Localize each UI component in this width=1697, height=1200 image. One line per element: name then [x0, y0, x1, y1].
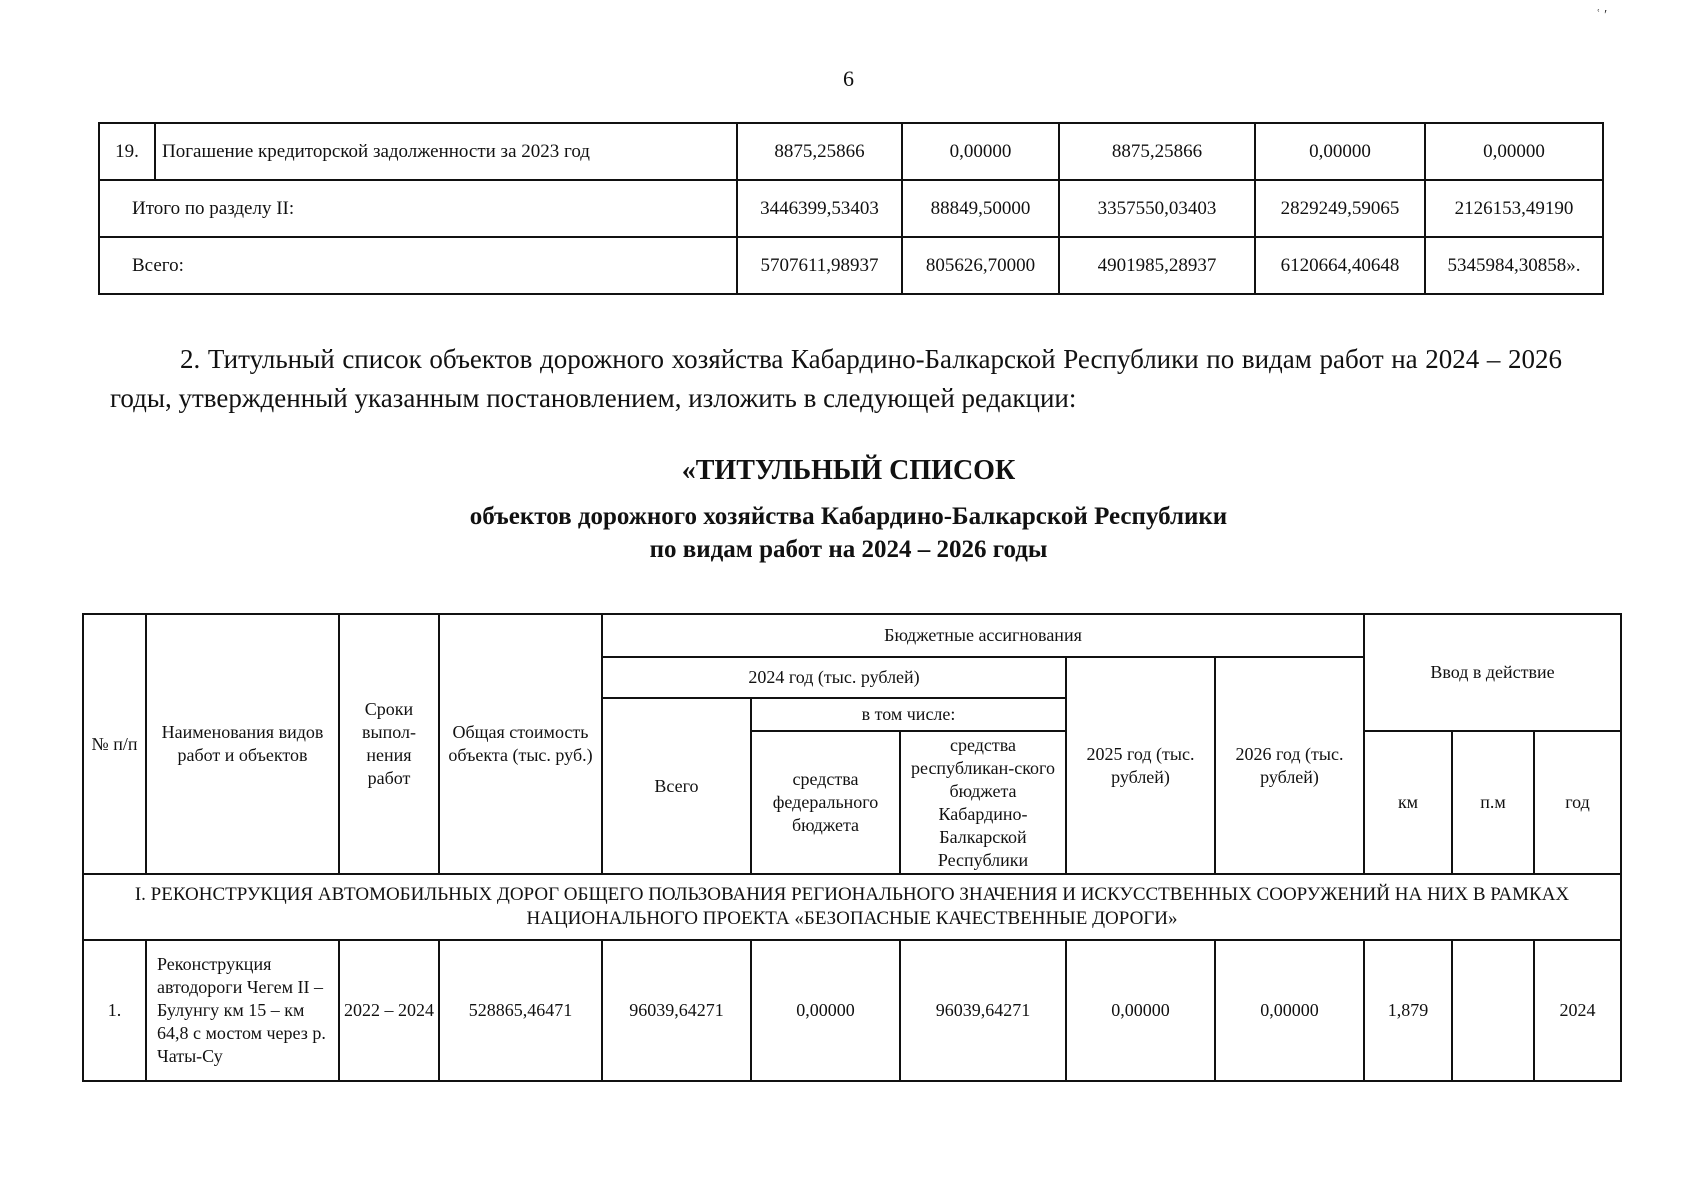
- header-name: Наименования видов работ и объектов: [146, 614, 339, 874]
- header-budget: Бюджетные ассигнования: [602, 614, 1364, 657]
- section-title: I. РЕКОНСТРУКЦИЯ АВТОМОБИЛЬНЫХ ДОРОГ ОБЩЕГО ПОЛЬЗОВАНИЯ РЕГИОНАЛЬНОГО ЗНАЧЕНИЯ И ИСКУССТВЕННЫХ СООРУЖЕНИЙ НА НИХ В РАМКАХ НАЦИОНАЛЬНОГО ПРОЕКТА «БЕЗОПАСНЫЕ КАЧЕСТВЕННЫЕ ДОРОГИ»: [83, 874, 1621, 940]
- row-label: Итого по разделу II:: [99, 180, 737, 237]
- cell-republic: 96039,64271: [900, 940, 1066, 1081]
- header-num: № п/п: [83, 614, 146, 874]
- header-2025: 2025 год (тыс. рублей): [1066, 657, 1215, 874]
- cell-pm: [1452, 940, 1534, 1081]
- value-cell: 2829249,59065: [1255, 180, 1425, 237]
- value-cell: 2126153,49190: [1425, 180, 1603, 237]
- row-label: Всего:: [99, 237, 737, 294]
- header-federal: средства федерального бюджета: [751, 731, 900, 874]
- header-all: Всего: [602, 698, 751, 874]
- value-cell: 0,00000: [1255, 123, 1425, 180]
- cell-2026: 0,00000: [1215, 940, 1364, 1081]
- cell-all: 96039,64271: [602, 940, 751, 1081]
- value-cell: 805626,70000: [902, 237, 1059, 294]
- cell-name: Реконструкция автодороги Чегем II – Булунгу км 15 – км 64,8 с мостом через р. Чаты-Су: [146, 940, 339, 1081]
- cell-total-cost: 528865,46471: [439, 940, 602, 1081]
- value-cell: 3357550,03403: [1059, 180, 1255, 237]
- value-cell: 8875,25866: [737, 123, 902, 180]
- document-subtitle-line1: объектов дорожного хозяйства Кабардино-Балкарской Республики: [469, 503, 1228, 530]
- header-terms: Сроки выпол-нения работ: [339, 614, 439, 874]
- value-cell: 88849,50000: [902, 180, 1059, 237]
- value-cell: 6120664,40648: [1255, 237, 1425, 294]
- header-including: в том числе:: [751, 698, 1066, 731]
- header-pm: п.м: [1452, 731, 1534, 874]
- header-year: год: [1534, 731, 1621, 874]
- continuation-table: [98, 122, 1604, 295]
- header-republic: средства республикан-ского бюджета Кабардино-Балкарской Республики: [900, 731, 1066, 874]
- row-number: 19.: [99, 123, 155, 180]
- header-km: км: [1364, 731, 1452, 874]
- cell-2025: 0,00000: [1066, 940, 1215, 1081]
- header-row: [83, 614, 1621, 657]
- value-cell: 3446399,53403: [737, 180, 902, 237]
- header-total-cost: Общая стоимость объекта (тыс. руб.): [439, 614, 602, 874]
- value-cell: 4901985,28937: [1059, 237, 1255, 294]
- value-cell: 8875,25866: [1059, 123, 1255, 180]
- cell-num: 1.: [83, 940, 146, 1081]
- title-list-table: [82, 613, 1622, 1082]
- section-row: [83, 874, 1621, 940]
- cell-terms: 2022 – 2024: [339, 940, 439, 1081]
- table-row: [99, 180, 1603, 237]
- value-cell: 0,00000: [1425, 123, 1603, 180]
- header-commissioning: Ввод в действие: [1364, 614, 1621, 731]
- cell-km: 1,879: [1364, 940, 1452, 1081]
- value-cell: 5707611,98937: [737, 237, 902, 294]
- page-number: 6: [843, 66, 854, 91]
- value-cell: 0,00000: [902, 123, 1059, 180]
- body-paragraph: [110, 340, 1562, 418]
- header-2024: 2024 год (тыс. рублей): [602, 657, 1066, 698]
- corner-mark: ʿ ′: [1596, 8, 1608, 23]
- paragraph-text: 2. Титульный список объектов дорожного хозяйства Кабардино-Балкарской Республики по видам работ на 2024 – 2026 годы, утвержденный указанным постановлением, изложить в следующей редакции:: [110, 344, 1562, 413]
- cell-federal: 0,00000: [751, 940, 900, 1081]
- table-row: [99, 123, 1603, 180]
- document-title: «ТИТУЛЬНЫЙ СПИСОК: [681, 455, 1016, 486]
- document-subtitle-line2: по видам работ на 2024 – 2026 годы: [649, 536, 1048, 563]
- cell-year: 2024: [1534, 940, 1621, 1081]
- value-cell: 5345984,30858».: [1425, 237, 1603, 294]
- row-label: Погашение кредиторской задолженности за 2023 год: [155, 123, 737, 180]
- table-row: [83, 940, 1621, 1081]
- table-row: [99, 237, 1603, 294]
- header-2026: 2026 год (тыс. рублей): [1215, 657, 1364, 874]
